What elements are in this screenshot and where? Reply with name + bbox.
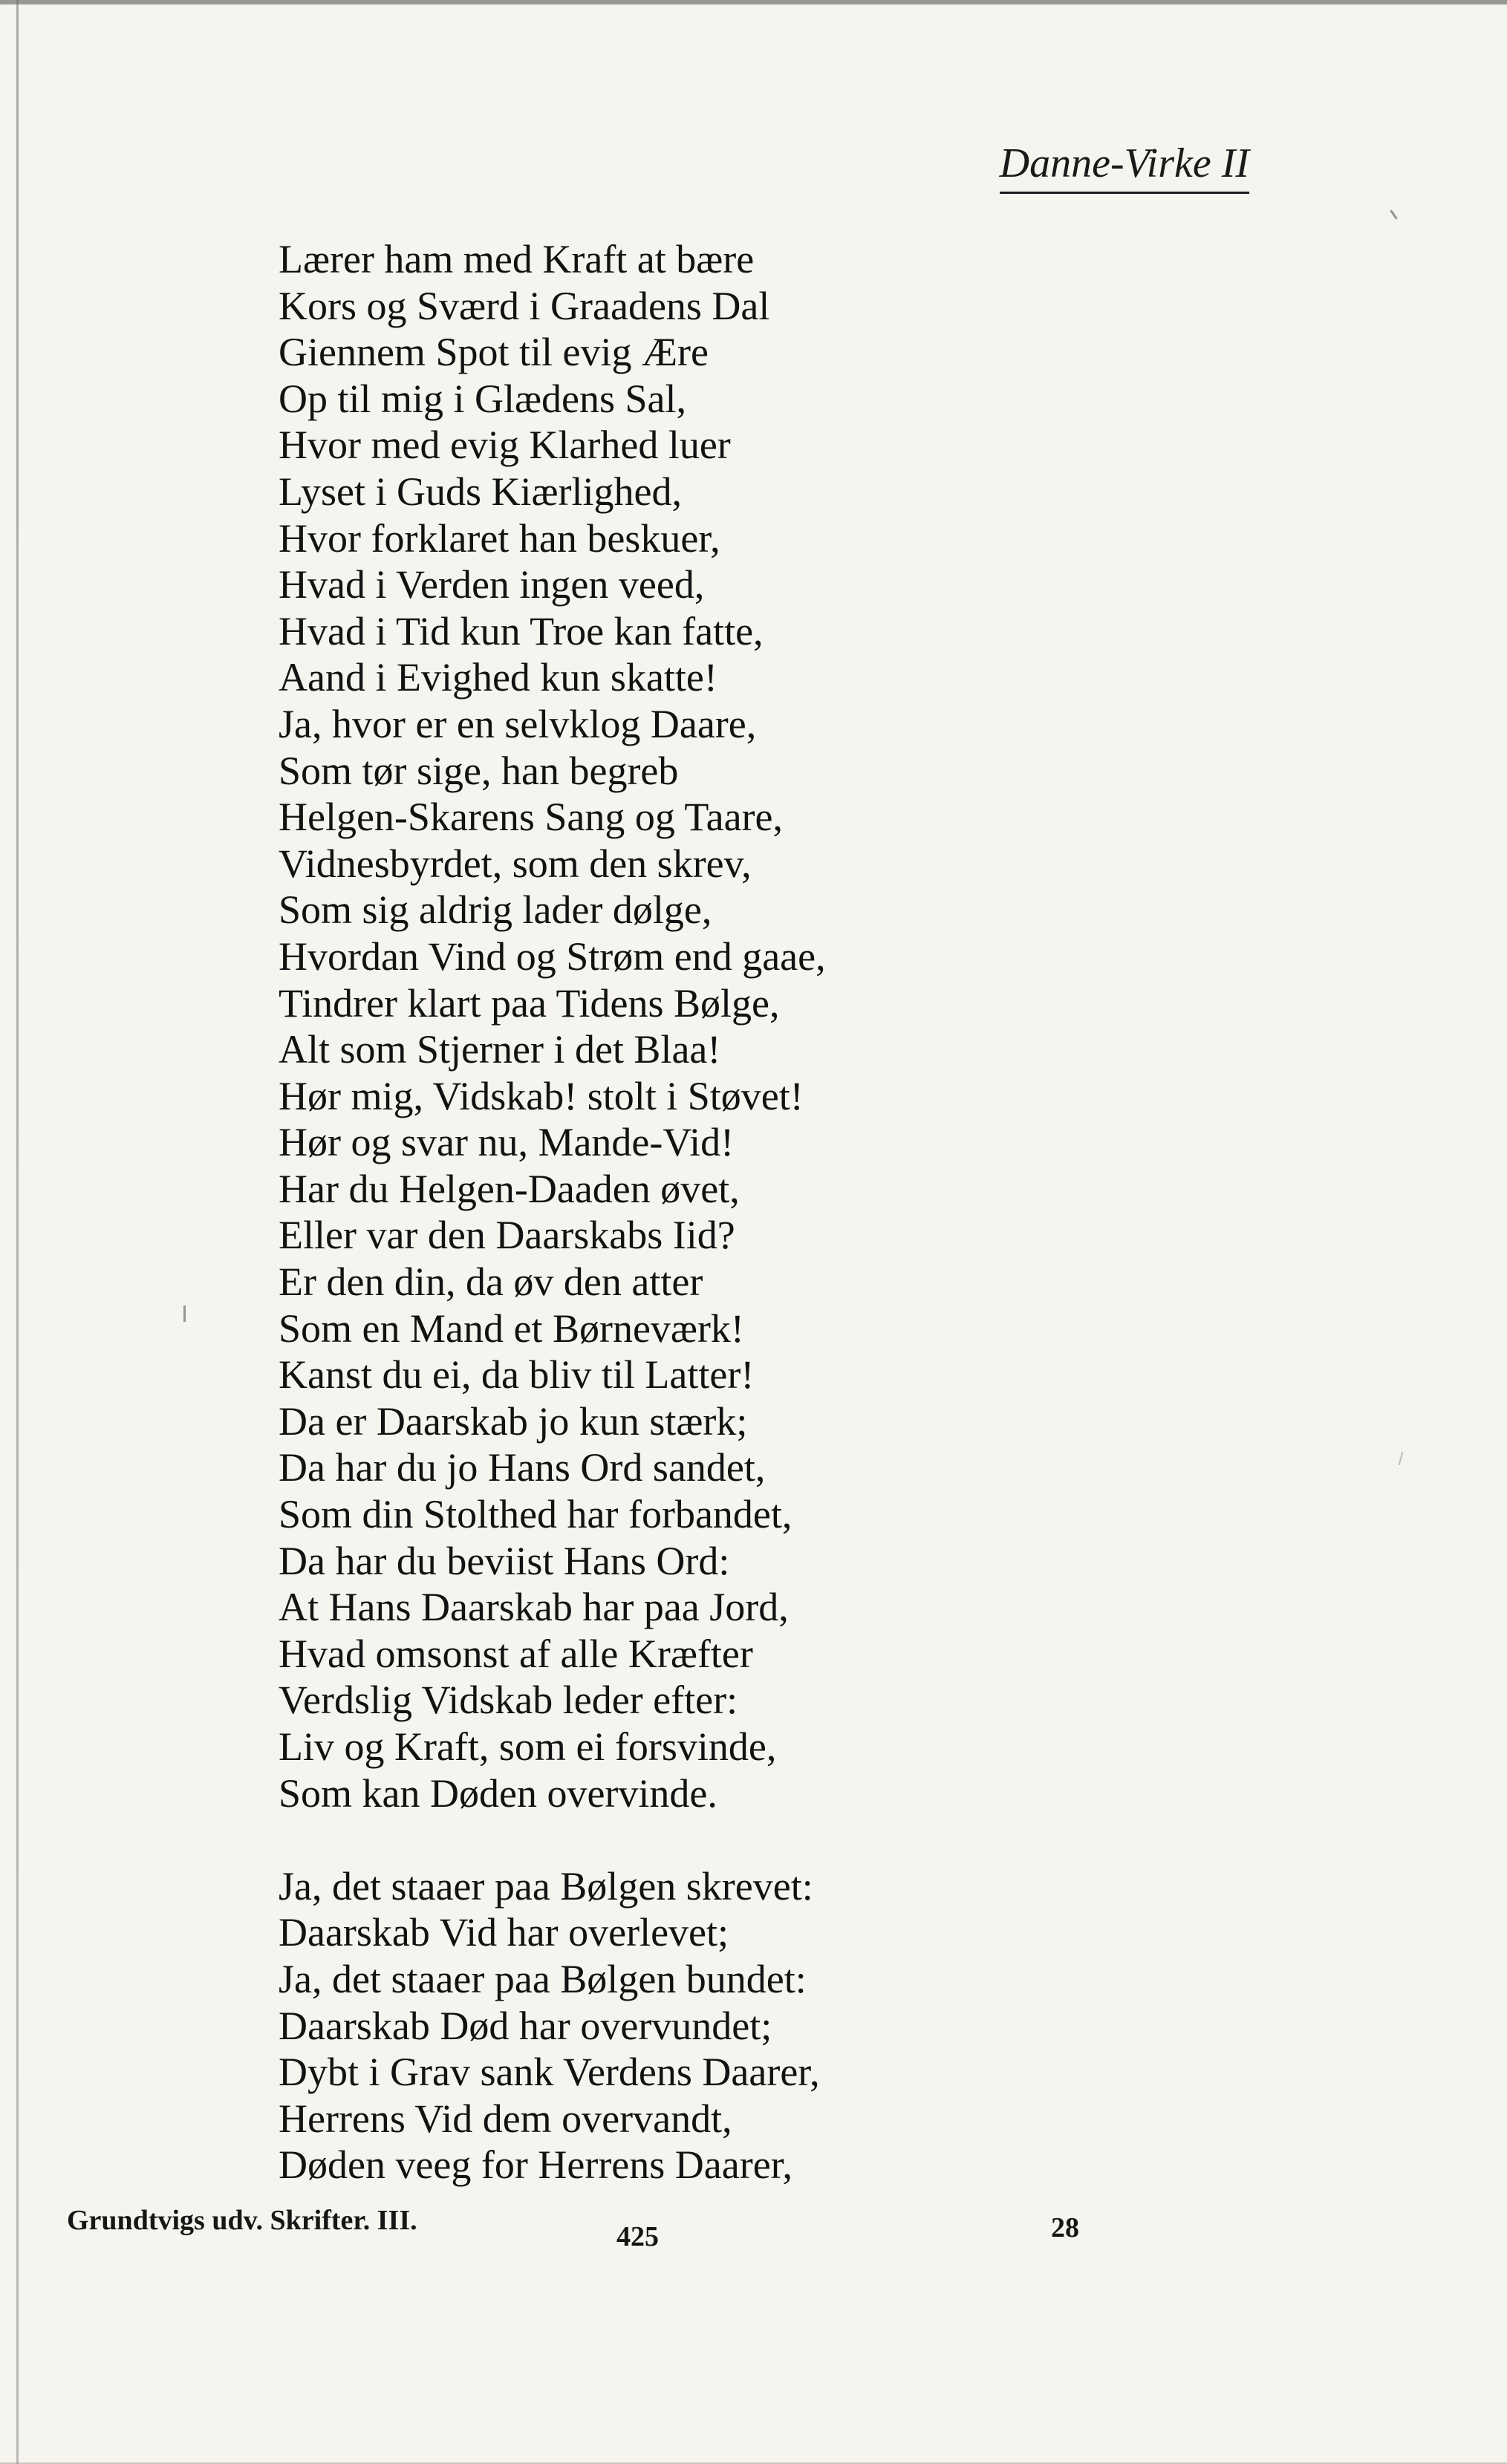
poem-line: Dybt i Grav sank Verdens Daarer,: [279, 2050, 820, 2095]
page-number: 425: [616, 2221, 659, 2252]
poem-line: Hvordan Vind og Strøm end gaae,: [279, 933, 826, 979]
poem-line: Hør mig, Vidskab! stolt i Støvet!: [279, 1073, 804, 1118]
poem-line: Helgen-Skarens Sang og Taare,: [279, 795, 784, 840]
stanza-break: [279, 1816, 1333, 1863]
poem-line: Daarskab Død har overvundet;: [279, 2003, 772, 2048]
poem-line: Ja, hvor er en selvklog Daare,: [279, 701, 757, 746]
poem-stanza-1: [279, 236, 1333, 1816]
poem-line: Herrens Vid dem overvandt,: [279, 2096, 732, 2141]
poem-line: Vidnesbyrdet, som den skrev,: [279, 841, 752, 886]
poem-line: Som en Mand et Børneværk!: [279, 1306, 744, 1351]
poem-body: [279, 236, 1333, 2188]
poem-line: Da har du jo Hans Ord sandet,: [279, 1445, 766, 1490]
poem-line: Kanst du ei, da bliv til Latter!: [279, 1352, 755, 1398]
poem-line: Hvad i Tid kun Troe kan fatte,: [279, 608, 764, 654]
poem-line: Tindrer klart paa Tidens Bølge,: [279, 980, 780, 1026]
poem-line: Op til mig i Glædens Sal,: [279, 376, 687, 421]
poem-line: Som kan Døden overvinde.: [279, 1770, 717, 1816]
page-edge-shadow: [16, 0, 19, 2464]
poem-line: Har du Helgen-Daaden øvet,: [279, 1166, 740, 1211]
poem-line: Liv og Kraft, som ei forsvinde,: [279, 1724, 777, 1769]
poem-line: Døden veeg for Herrens Daarer,: [279, 2142, 792, 2188]
print-speck: [1390, 209, 1397, 219]
poem-line: Som sig aldrig lader dølge,: [279, 887, 712, 933]
poem-line: Ja, det staaer paa Bølgen skrevet:: [279, 1863, 813, 1909]
poem-stanza-2: [279, 1863, 1333, 2188]
poem-line: Hvor med evig Klarhed luer: [279, 423, 731, 468]
poem-line: Ja, det staaer paa Bølgen bundet:: [279, 1956, 807, 2001]
running-title: Danne-Virke II: [1000, 140, 1249, 194]
poem-line: Da har du beviist Hans Ord:: [279, 1538, 730, 1583]
poem-line: Aand i Evighed kun skatte!: [279, 655, 717, 700]
print-speck: [1399, 1452, 1404, 1465]
poem-line: Da er Daarskab jo kun stærk;: [279, 1398, 748, 1444]
poem-line: Lærer ham med Kraft at bære: [279, 237, 755, 281]
poem-line: At Hans Daarskab har paa Jord,: [279, 1585, 789, 1630]
poem-line: Som din Stolthed har forbandet,: [279, 1492, 792, 1537]
poem-line: Hør og svar nu, Mande-Vid!: [279, 1120, 735, 1165]
poem-line: Hvad omsonst af alle Kræfter: [279, 1631, 753, 1676]
poem-line: Hvad i Verden ingen veed,: [279, 562, 705, 607]
poem-line: Daarskab Vid har overlevet;: [279, 1910, 729, 1955]
poem-line: Kors og Sværd i Graadens Dal: [279, 283, 770, 328]
poem-line: Som tør sige, han begreb: [279, 748, 679, 793]
footer-series-title: Grundtvigs udv. Skrifter. III.: [67, 2205, 417, 2236]
signature-mark: 28: [1051, 2212, 1079, 2243]
poem-line: Hvor forklaret han beskuer,: [279, 515, 720, 561]
poem-line: Eller var den Daarskabs Iid?: [279, 1213, 735, 1258]
poem-line: Er den din, da øv den atter: [279, 1259, 703, 1305]
print-speck: [183, 1306, 186, 1322]
poem-line: Giennem Spot til evig Ære: [279, 330, 709, 375]
poem-line: Alt som Stjerner i det Blaa!: [279, 1027, 721, 1072]
poem-line: Lyset i Guds Kiærlighed,: [279, 469, 682, 514]
poem-line: Verdslig Vidskab leder efter:: [279, 1678, 738, 1723]
